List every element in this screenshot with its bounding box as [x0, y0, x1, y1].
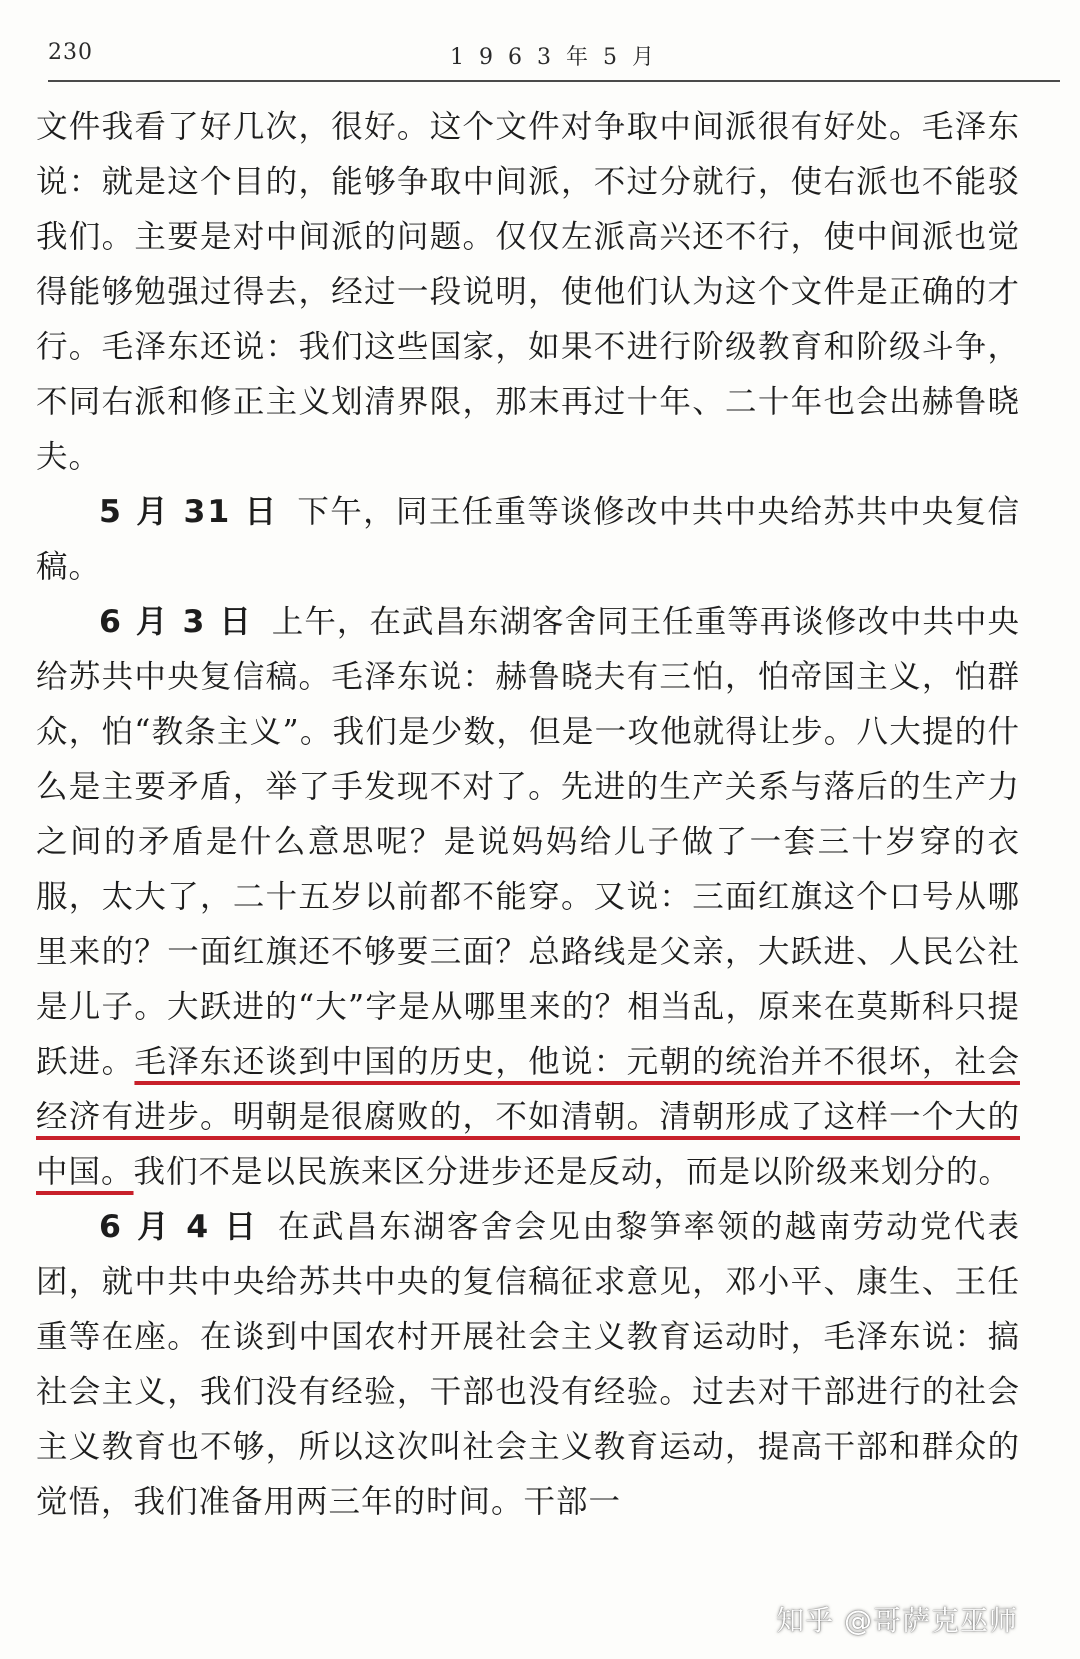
paragraph-text: 下午，同王任重等谈修改中共中央给苏共中央复信稿。	[36, 494, 1020, 585]
entry-date: 6 月 4 日	[99, 1209, 260, 1245]
page-body	[36, 100, 1020, 1530]
running-head: 1 9 6 3 年 5 月	[450, 45, 658, 70]
paragraph-entry-june-3	[36, 595, 1020, 1200]
highlighted-passage: 毛泽东还谈到中国的历史，他说：元朝的统治并不很坏，社会经济有进步。明朝是很腐败的，不如清朝。清朝形成了这样一个大的中国。	[36, 1044, 1020, 1190]
paragraph-continuation	[36, 100, 1020, 485]
paragraph-text: 上午，在武昌东湖客舍同王任重等再谈修改中共中央给苏共中央复信稿。毛泽东说：赫鲁晓夫有三怕，怕帝国主义，怕群众，怕“教条主义”。我们是少数，但是一攻他就得让步。八大提的什么是主要矛盾，举了手发现不对了。先进的生产关系与落后的生产力之间的矛盾是什么意思呢？是说妈妈给儿子做了一套三十岁穿的衣服，太大了，二十五岁以前都不能穿。又说：三面红旗这个口号从哪里来的？一面红旗还不够要三面？总路线是父亲，大跃进、人民公社是儿子。大跃进的“大”字是从哪里来的？相当乱，原来在莫斯科只提跃进。	[36, 604, 1020, 1080]
page-number: 230	[48, 40, 93, 65]
paragraph-entry-may-31	[36, 485, 1020, 595]
entry-date: 5 月 31 日	[99, 494, 279, 530]
entry-date: 6 月 3 日	[99, 604, 253, 640]
paragraph-entry-june-4	[36, 1200, 1020, 1530]
page-header	[48, 38, 1060, 82]
paragraph-text: 在武昌东湖客舍会见由黎笋率领的越南劳动党代表团，就中共中央给苏共中央的复信稿征求意见，邓小平、康生、王任重等在座。在谈到中国农村开展社会主义教育运动时，毛泽东说：搞社会主义，我们没有经验，干部也没有经验。过去对干部进行的社会主义教育也不够，所以这次叫社会主义教育运动，提高干部和群众的觉悟，我们准备用两三年的时间。干部一	[36, 1209, 1020, 1520]
zhihu-watermark: 知乎 @哥萨克巫师	[776, 1604, 1018, 1637]
paragraph-text: 我们不是以民族来区分进步还是反动，而是以阶级来划分的。	[133, 1154, 1012, 1190]
paragraph-text: 文件我看了好几次，很好。这个文件对争取中间派很有好处。毛泽东说：就是这个目的，能够争取中间派，不过分就行，使右派也不能驳我们。主要是对中间派的问题。仅仅左派高兴还不行，使中间派也觉得能够勉强过得去，经过一段说明，使他们认为这个文件是正确的才行。毛泽东还说：我们这些国家，如果不进行阶级教育和阶级斗争，不同右派和修正主义划清界限，那末再过十年、二十年也会出赫鲁晓夫。	[36, 109, 1020, 475]
